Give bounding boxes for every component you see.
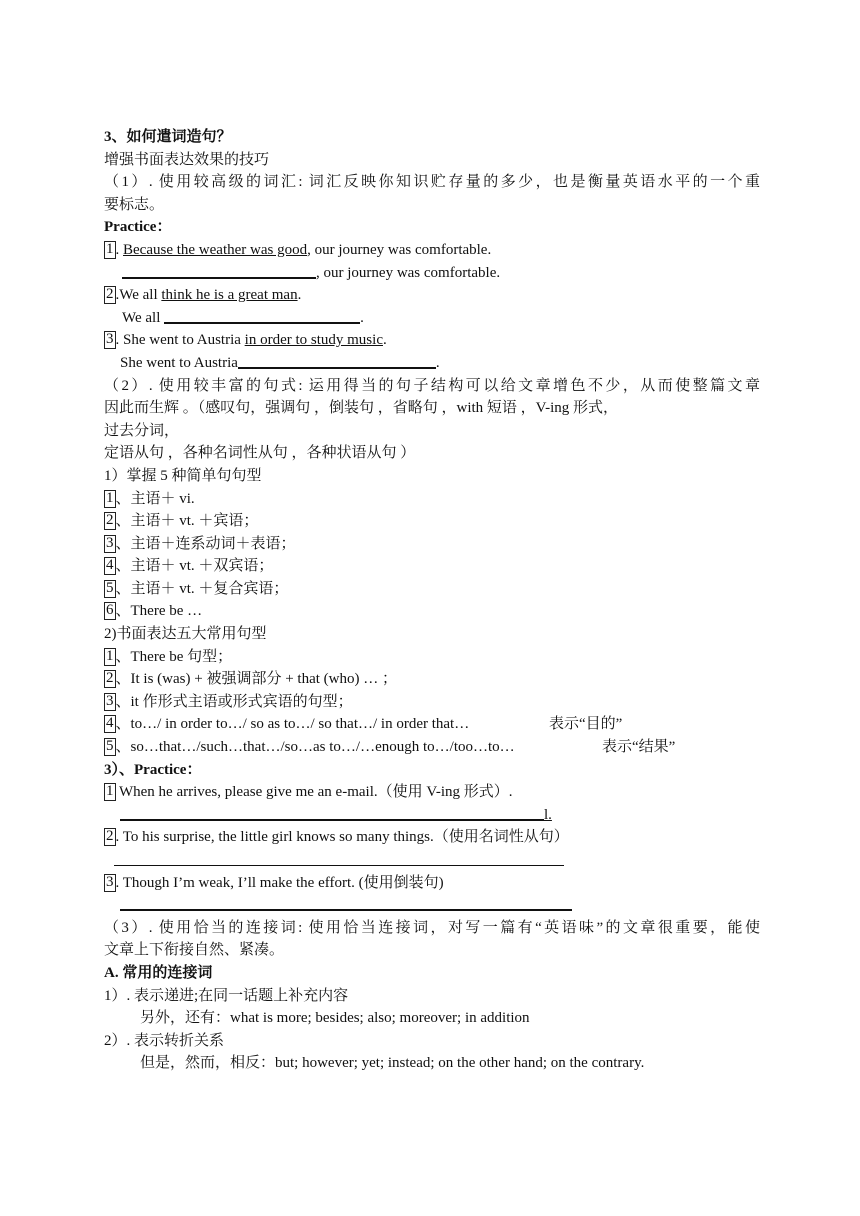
- item-separator: .: [115, 287, 120, 304]
- item-number-box: 3: [106, 692, 114, 709]
- item-separator: .: [115, 332, 123, 349]
- sentence-prefix: She went to Austria: [123, 332, 245, 349]
- answer-rest: .: [435, 354, 440, 371]
- list-item: [104, 555, 760, 578]
- underlined-phrase: Because the weather was good: [123, 241, 308, 258]
- section-title: 3、如何遣词造句？: [104, 129, 232, 145]
- connectives-heading: A. 常用的连接词: [104, 964, 213, 981]
- list-item-text: 、主语＋连系动词＋表语；: [115, 535, 296, 552]
- list-item-text: 、主语＋ vi.: [115, 490, 195, 507]
- paragraph-1-line-2: 要标志。: [104, 196, 165, 213]
- underlined-phrase: think he is a great man: [161, 287, 298, 304]
- answer-rest: .: [360, 309, 364, 326]
- connective-group-title: 1）. 表示递进;在同一话题上补充内容: [104, 987, 349, 1004]
- list-item-text: 、主语＋ vt. ＋双宾语；: [115, 558, 274, 575]
- sentence-rest: , our journey was comfortable.: [307, 241, 492, 258]
- paragraph-1-line-1: （1）. 使用较高级的词汇: 词汇反映你知识贮存量的多少，也是衡量英语水平的一个重: [104, 174, 760, 191]
- exercise-answer-line: [104, 804, 760, 827]
- answer-prefix: She went to Austria: [120, 354, 238, 371]
- sentence-prefix: We all: [119, 287, 162, 304]
- list-item-text: 、it 作形式主语或形式宾语的句型；: [115, 693, 353, 710]
- list-item-text: 、to…/ in order to…/ so as to…/ so that…/ in order that…: [115, 716, 470, 733]
- paragraph-2-line-3: 过去分词，: [104, 422, 180, 439]
- item-number-box: 1: [106, 647, 114, 664]
- item-number-box: 4: [106, 715, 114, 732]
- list-item-note: 表示“目的”: [549, 716, 623, 733]
- common-patterns-heading: 2)书面表达五大常用句型: [104, 626, 267, 643]
- answer-rest: , our journey was comfortable.: [316, 264, 501, 281]
- list-item-text: 、There be …: [115, 603, 203, 620]
- answer-blank[interactable]: [238, 352, 436, 369]
- practice-3-item: [104, 329, 760, 352]
- list-item-text: 、so…that…/such…that…/so…as to…/…enough to…/too…to…: [115, 739, 515, 756]
- sentence-rest: .: [382, 332, 387, 349]
- list-item: [104, 691, 760, 714]
- answer-blank[interactable]: [122, 262, 316, 279]
- exercise-text: . Though I’m weak, I’ll make the effort. (使用倒装句): [115, 874, 444, 891]
- item-separator: .: [115, 241, 123, 258]
- answer-prefix: We all: [122, 309, 165, 326]
- underlined-phrase: in order to study music: [244, 332, 383, 349]
- list-item-note: 表示“结果”: [602, 739, 676, 756]
- practice-exercise: [104, 781, 760, 804]
- list-item: [104, 646, 760, 669]
- connective-group-title: 2）. 表示转折关系: [104, 1032, 225, 1049]
- item-number-box: 2: [106, 670, 114, 687]
- basic-patterns-heading: 1）掌握 5 种简单句句型: [104, 467, 262, 484]
- practice-1-item: [104, 239, 760, 262]
- document-page: [104, 126, 760, 1075]
- answer-blank[interactable]: [164, 307, 360, 324]
- practice-label: Practice：: [104, 219, 172, 236]
- item-number-box: 2: [106, 828, 114, 845]
- practice-exercise: [104, 826, 760, 849]
- list-item-text: 、主语＋ vt. ＋复合宾语；: [115, 580, 289, 597]
- answer-blank[interactable]: [120, 894, 572, 911]
- paragraph-2-line-1: （2）. 使用较丰富的句式: 运用得当的句子结构可以给文章增色不少，从而使整篇文章: [104, 377, 760, 394]
- answer-end: l.: [544, 806, 552, 823]
- practice-2-item: [104, 284, 760, 307]
- item-number-box: 6: [106, 602, 114, 619]
- paragraph-2-line-4: 定语从句 ，各种名词性从句 ，各种状语从句 ）: [104, 445, 416, 462]
- item-number-box: 1: [106, 489, 114, 506]
- sentence-rest: .: [297, 287, 302, 304]
- list-item-text: 、主语＋ vt. ＋宾语；: [115, 513, 259, 530]
- list-item: [104, 510, 760, 533]
- list-item-text: 、There be 句型；: [115, 648, 233, 665]
- answer-blank[interactable]: [120, 804, 544, 821]
- list-item: [104, 713, 760, 736]
- subtitle: 增强书面表达效果的技巧: [104, 151, 270, 168]
- item-number-box: 3: [106, 331, 114, 348]
- connective-group-content: 但是，然而，相反：but; however; yet; instead; on the other hand; on the contrary.: [140, 1055, 645, 1072]
- item-number-box: 3: [106, 534, 114, 551]
- item-number-box: 1: [106, 240, 114, 257]
- item-number-box: 4: [106, 557, 114, 574]
- item-number-box: 3: [106, 873, 114, 890]
- practice-2-answer: [104, 307, 760, 330]
- paragraph-3-line-2: 文章上下衔接自然、紧凑。: [104, 942, 285, 959]
- item-number-box: 5: [106, 579, 114, 596]
- list-item-text: 、It is (was) + 被强调部分 + that (who) … ；: [115, 671, 397, 688]
- list-item: [104, 736, 760, 759]
- paragraph-2-line-2: 因此而生辉 。（感叹句，强调句 ，倒装句 ，省略句 ，with 短语 ，V-ing 形式，: [104, 400, 619, 417]
- item-number-box: 5: [106, 738, 114, 755]
- item-number-box: 2: [106, 286, 114, 303]
- connective-group-content: 另外，还有：what is more; besides; also; moreover; in addition: [140, 1010, 530, 1027]
- item-number-box: 2: [106, 512, 114, 529]
- list-item: [104, 668, 760, 691]
- exercise-answer-line: [104, 849, 760, 872]
- exercise-answer-line: [104, 894, 760, 917]
- list-item: [104, 533, 760, 556]
- practice-1-answer: [104, 262, 760, 285]
- answer-blank[interactable]: [114, 850, 564, 866]
- list-item: [104, 578, 760, 601]
- exercise-text: . To his surprise, the little girl knows so many things.（使用名词性从句）: [115, 829, 569, 846]
- list-item: [104, 488, 760, 511]
- list-item: [104, 600, 760, 623]
- exercise-text: When he arrives, please give me an e-mail.（使用 V-ing 形式）.: [115, 784, 513, 801]
- practice-exercise: [104, 872, 760, 895]
- practice-2-heading: 3）、Practice：: [104, 761, 202, 778]
- paragraph-3-line-1: （3）. 使用恰当的连接词: 使用恰当连接词，对写一篇有“英语味”的文章很重要，能使: [104, 919, 760, 936]
- item-number-box: 1: [106, 783, 114, 800]
- practice-3-answer: [104, 352, 760, 375]
